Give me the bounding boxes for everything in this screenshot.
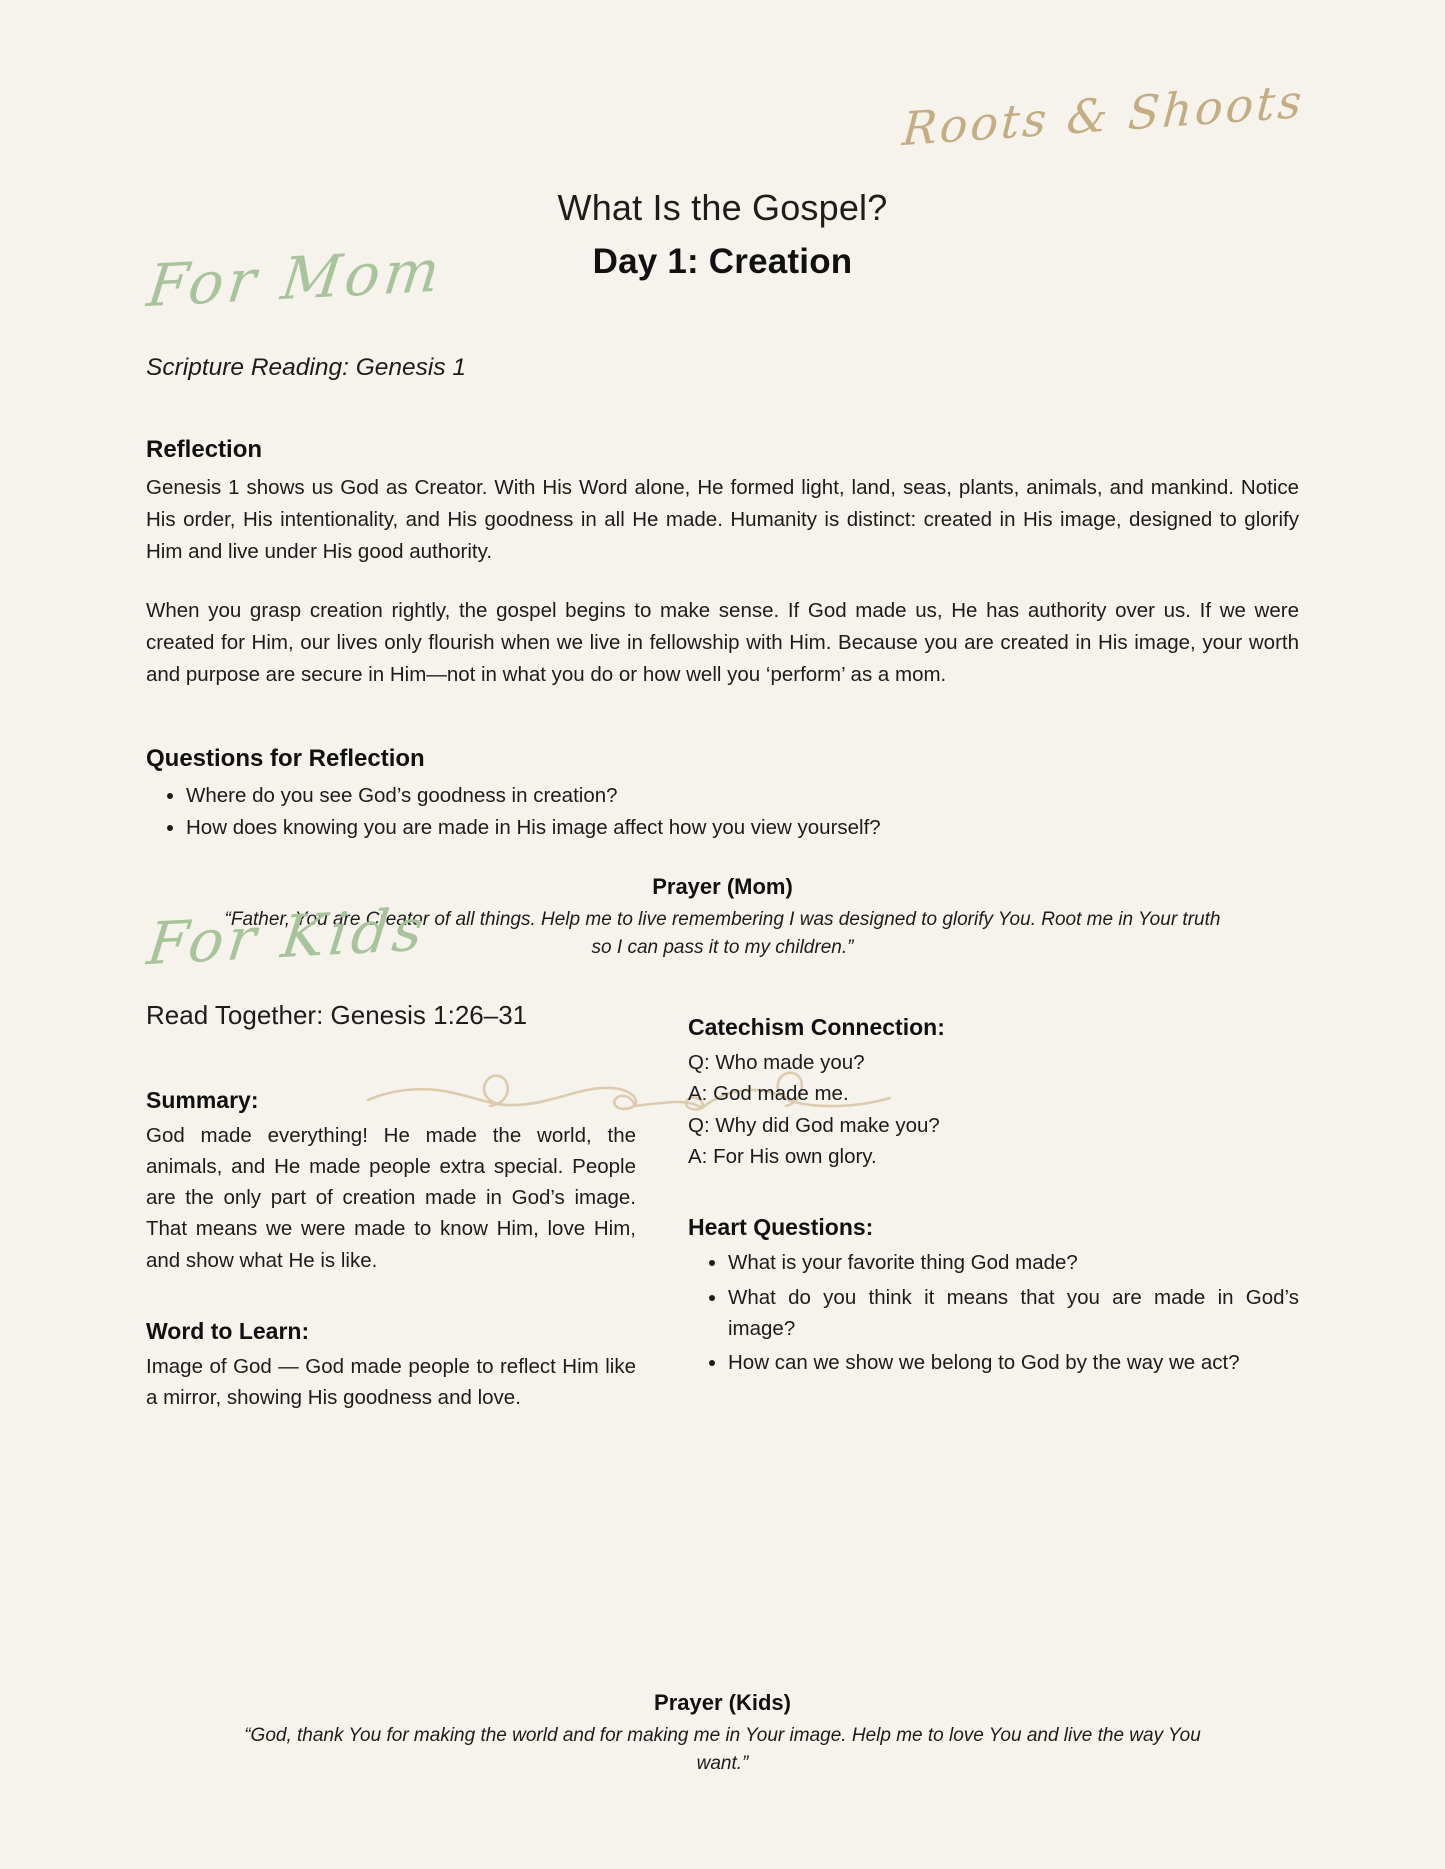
list-item: • What do you think it means that you are made in God’s image? <box>728 1282 1299 1344</box>
read-together: Read Together: Genesis 1:26–31 <box>146 1000 528 1030</box>
reflection-paragraph-1: Genesis 1 shows us God as Creator. With His Word alone, He formed light, land, seas, plants, animals, and mankind. Notice His order, His intentionality, and His goodness in all He made. Humanity is distinct: created in His image, designed to glorify Him and live under His good authority. <box>146 476 1299 563</box>
summary-heading: Summary: <box>146 1087 259 1113</box>
kids-columns <box>146 1000 1299 1413</box>
kids-left-column <box>146 1000 636 1413</box>
catechism-line: Q: Why did God make you? <box>688 1113 940 1137</box>
prayer-mom-title: Prayer (Mom) <box>652 874 793 900</box>
reflection-heading: Reflection <box>146 436 263 463</box>
prayer-kids-title: Prayer (Kids) <box>654 1690 791 1715</box>
heart-questions-list <box>688 1247 1299 1378</box>
page-title-block <box>146 0 1299 282</box>
catechism-line: A: God made me. <box>688 1082 849 1106</box>
heart-questions-heading: Heart Questions: <box>688 1214 874 1241</box>
spacer <box>688 1172 1299 1214</box>
spacer <box>146 1276 636 1318</box>
brand-logo: Roots & Shoots <box>900 73 1307 157</box>
catechism-line: A: For His own glory. <box>688 1145 877 1169</box>
kids-right-column <box>688 1000 1299 1381</box>
reflection-paragraph-2: When you grasp creation rightly, the gospel begins to make sense. If God made us, He has authority over us. If we were created for Him, our lives only flourish when we live in fellowship with Him. Because you are created in His image, your worth and purpose are secure in Him—not in what you do or how well you ‘perform’ as a mom. <box>146 599 1299 686</box>
section-heading-for-kids: For Kids <box>143 895 431 979</box>
prayer-mom-text: “Father, You are Creator of all things. Help me to live remembering I was designed to glorify You. Root me in Your truth so I can pass it to my children.” <box>224 909 1221 958</box>
mom-section <box>146 282 1299 961</box>
prayer-kids-block <box>146 1690 1299 1777</box>
questions-for-reflection-heading: Questions for Reflection <box>146 744 425 772</box>
page-title: What Is the Gospel? <box>557 187 888 228</box>
catechism-heading: Catechism Connection: <box>688 1014 945 1040</box>
kids-section <box>146 1000 1299 1413</box>
list-item: • What is your favorite thing God made? <box>728 1247 1299 1278</box>
questions-for-reflection-list <box>146 781 1299 845</box>
catechism-line: Q: Who made you? <box>688 1051 865 1074</box>
prayer-kids-text: “God, thank You for making the world and for making me in Your image. Help me to love You and live the way You want.” <box>244 1725 1201 1774</box>
list-item: • Where do you see God’s goodness in creation? <box>186 781 1299 812</box>
summary-text: God made everything! He made the world, the animals, and He made people extra special. People are the only part of creation made in God’s image. That means we were made to know Him, love Him, and show what He is like. <box>146 1124 636 1272</box>
word-to-learn-text: Image of God — God made people to reflect Him like a mirror, showing His goodness and love. <box>146 1354 636 1409</box>
spacer <box>146 719 1299 745</box>
scripture-reading: Scripture Reading: Genesis 1 <box>146 354 467 381</box>
section-heading-for-mom: For Mom <box>143 236 448 321</box>
list-item: • How can we show we belong to God by the way we act? <box>728 1347 1299 1378</box>
page-subtitle: Day 1: Creation <box>592 242 853 281</box>
word-to-learn-heading: Word to Learn: <box>146 1317 310 1344</box>
list-item: • How does knowing you are made in His image affect how you view yourself? <box>186 813 1299 844</box>
